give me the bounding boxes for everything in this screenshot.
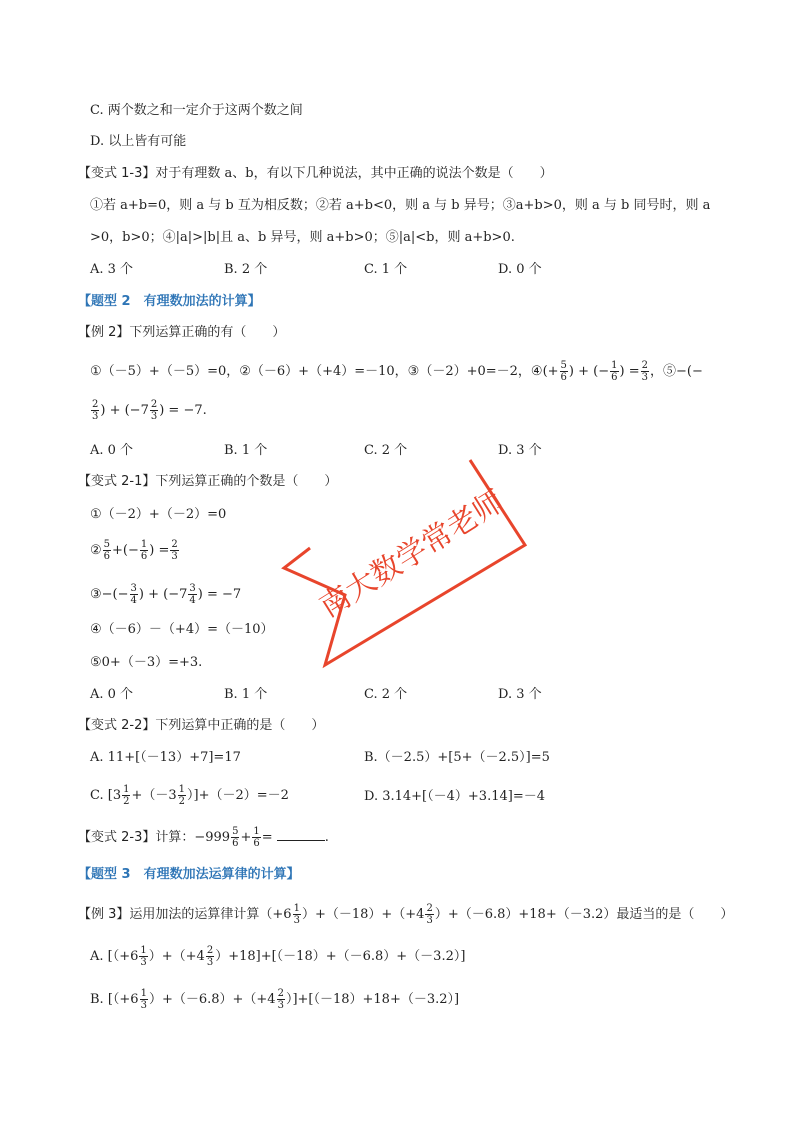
expr-text: C. [3 (90, 788, 122, 803)
answer-option-b: B. 1 个 (224, 443, 268, 458)
question-text: 下列运算正确的个数是（ ） (155, 474, 338, 489)
item-5: ⑤0+（－3）=+3. (90, 655, 203, 670)
fraction: $\frac{2}{3}$ (171, 539, 178, 562)
expr-text: B. [（+6 (90, 992, 139, 1007)
fraction: $\frac{2}{3}$ (641, 360, 648, 383)
question-text: ）+（－6.8）+18+（－3.2）最适当的是（ ） (434, 907, 734, 922)
answer-option-d: D. 0 个 (498, 262, 542, 277)
watermark-text: 南大数学常老师 (313, 483, 511, 625)
answer-option-d: D. 3.14+[（－4）+3.14]=－4 (364, 789, 545, 804)
expr-text: +(− (112, 543, 139, 558)
fraction: $\frac{1}{6}$ (140, 539, 148, 562)
statement-line-1: ①若 a+b=0，则 a 与 b 互为相反数；②若 a+b<0，则 a 与 b 异号；③a+b>0，则 a 与 b 同号时，则 a (90, 198, 711, 213)
example-2 (78, 324, 285, 342)
answer-option-b: B. 1 个 (224, 687, 268, 702)
item-4: ④（－6）－（+4）=（－10） (90, 622, 274, 637)
answer-option-a: A. 0 个 (90, 687, 134, 702)
question-tag: 【变式 2-2】 (78, 718, 156, 733)
fraction: $\frac{2}{3}$ (277, 988, 284, 1011)
fraction: $\frac{1}{2}$ (178, 784, 186, 807)
fraction: $\frac{5}{6}$ (560, 360, 567, 383)
question-text: 下列运算正确的有（ ） (129, 325, 286, 340)
question-tag: 【变式 2-1】 (78, 474, 156, 489)
fraction: $\frac{1}{3}$ (140, 988, 147, 1011)
expr-text: +（－3 (131, 788, 177, 803)
fraction: $\frac{2}{3}$ (426, 903, 433, 926)
example-3 (78, 903, 733, 926)
fraction: $\frac{3}{4}$ (130, 583, 137, 606)
expr-text: ) = −7 (197, 587, 242, 602)
answer-option-b: B.（－2.5）+[5+（－2.5）]=5 (364, 750, 550, 765)
fraction: $\frac{1}{6}$ (253, 826, 260, 849)
expr-text: ② (90, 543, 102, 558)
expr-text: ) = −7. (159, 403, 207, 418)
expr-text: ）+（－6.8）+（+4 (148, 992, 276, 1007)
answer-option-c: C. 2 个 (364, 443, 408, 458)
expr-text: ）+（+4 (148, 949, 205, 964)
question-tag: 【例 2】 (78, 325, 130, 340)
answer-option-b: B. 2 个 (224, 262, 268, 277)
answer-blank[interactable] (277, 828, 325, 841)
fraction: $\frac{1}{3}$ (140, 945, 147, 968)
expr-text: A. [（+6 (90, 949, 139, 964)
option-d: D. 以上皆有可能 (90, 134, 187, 149)
answer-option-c: C. 2 个 (364, 687, 408, 702)
answer-option-d: D. 3 个 (498, 443, 542, 458)
answer-option-a: A. 11+[（－13）+7]=17 (90, 750, 241, 765)
expr-text: + (240, 830, 252, 845)
question-text: ）+（－18）+（+4 (301, 907, 425, 922)
fraction: $\frac{5}{6}$ (232, 826, 239, 849)
answer-option-c (90, 784, 289, 807)
expr-text: ，⑤−(− (649, 364, 703, 379)
fraction: $\frac{1}{2}$ (123, 784, 130, 807)
section-title-2: 【题型 2 有理数加法的计算】 (78, 294, 261, 309)
item-2 (90, 539, 180, 562)
answer-option-a: A. 3 个 (90, 262, 134, 277)
fraction: $\frac{1}{3}$ (293, 903, 300, 926)
question-text: 对于有理数 a、b，有以下几种说法，其中正确的说法个数是（ ） (155, 166, 553, 181)
example-2-line-1 (90, 360, 703, 383)
expr-text: ）]+[（－18）+18+（－3.2）] (285, 992, 460, 1007)
question-tag: 【例 3】 (78, 907, 130, 922)
fraction: $\frac{3}{4}$ (189, 583, 196, 606)
question-variant-2-2 (78, 717, 324, 735)
expr-text: ) = (619, 364, 640, 379)
answer-option-d: D. 3 个 (498, 687, 542, 702)
answer-option-c: C. 1 个 (364, 262, 408, 277)
expr-text: ①（－5）+（－5）=0，②（－6）+（+4）=－10，③（－2）+0=－2，④(+ (90, 364, 559, 379)
answer-option-b (90, 988, 459, 1011)
answer-option-a (90, 945, 465, 968)
question-text: 运用加法的运算律计算（+6 (129, 907, 292, 922)
question-text: 计算：−999 (155, 830, 231, 845)
expr-text: ) + (−7 (100, 403, 149, 418)
question-tag: 【变式 1-3】 (78, 166, 156, 181)
fraction: $\frac{2}{3}$ (150, 399, 158, 422)
question-text: 下列运算中正确的是（ ） (155, 718, 325, 733)
expr-text: = (261, 830, 273, 845)
statement-line-2: >0，b>0；④|a|>|b|且 a、b 异号，则 a+b>0；⑤|a|<b，则 a+b>0. (90, 230, 515, 245)
expr-text: ③−(− (90, 587, 129, 602)
option-c: C. 两个数之和一定介于这两个数之间 (90, 103, 303, 118)
watermark-stamp (270, 450, 540, 680)
expr-text: ）]+（－2）=－2 (187, 788, 289, 803)
fraction: $\frac{1}{6}$ (611, 360, 618, 383)
question-variant-2-3 (78, 826, 329, 849)
item-1: ①（－2）+（－2）=0 (90, 507, 227, 522)
question-tag: 【变式 2-3】 (78, 830, 156, 845)
section-title-3: 【题型 3 有理数加法运算律的计算】 (78, 867, 300, 882)
fraction: $\frac{2}{3}$ (206, 945, 214, 968)
question-variant-1-3 (78, 165, 553, 183)
item-3 (90, 583, 241, 606)
fraction: $\frac{2}{3}$ (92, 399, 99, 422)
expr-text: . (324, 830, 329, 845)
expr-text: ) = (149, 543, 170, 558)
expr-text: ) + (− (568, 364, 610, 379)
answer-option-a: A. 0 个 (90, 443, 134, 458)
expr-text: ) + (−7 (138, 587, 188, 602)
example-2-line-2 (90, 399, 207, 422)
expr-text: ）+18]+[（－18）+（－6.8）+（－3.2）] (215, 949, 466, 964)
fraction: $\frac{5}{6}$ (103, 539, 111, 562)
